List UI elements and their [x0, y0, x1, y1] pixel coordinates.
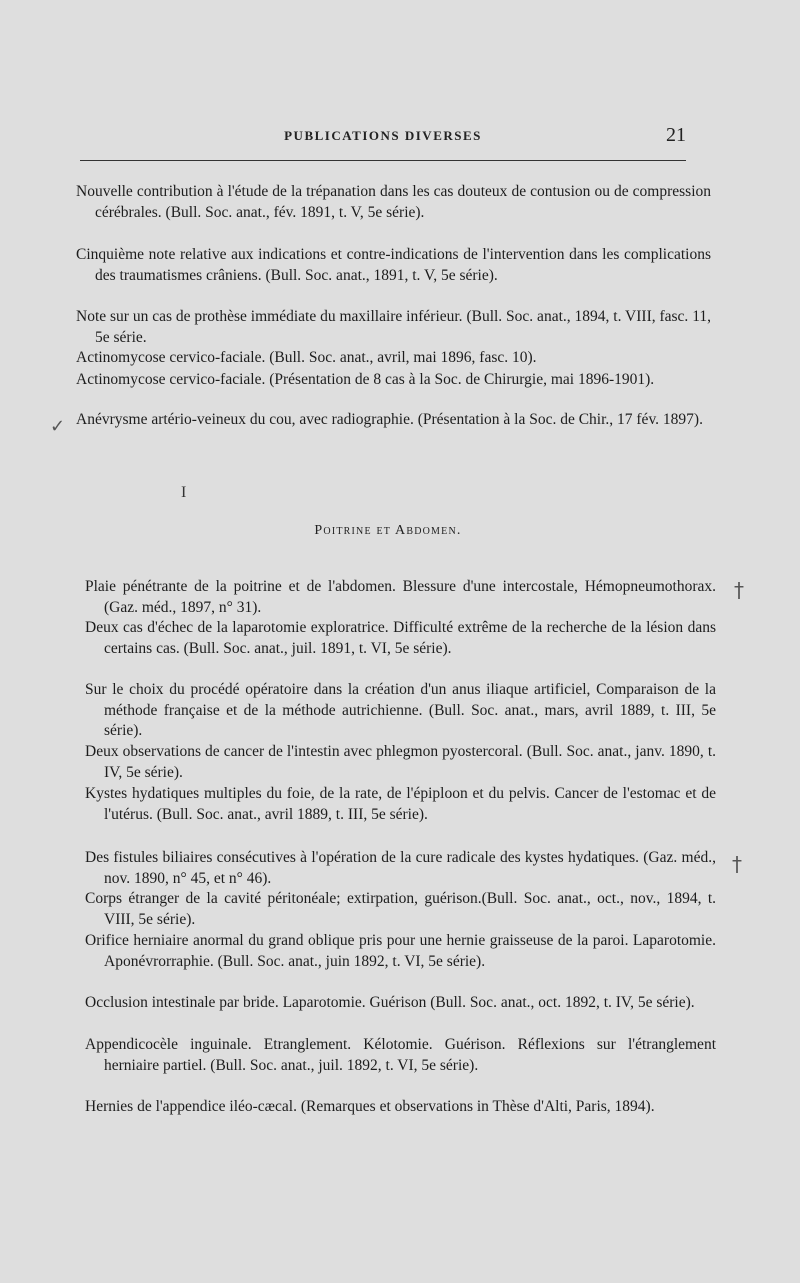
stray-mark: I — [181, 484, 187, 501]
list-item: Anévrysme artério-veineux du cou, avec radiographie. (Présentation à la Soc. de Chir., 17 fév. 1897). — [76, 411, 703, 428]
page-header — [80, 124, 686, 162]
page-number: 21 — [666, 124, 686, 146]
pencil-mark-icon: ✓ — [50, 416, 66, 437]
list-item: Hernies de l'appendice iléo-cæcal. (Remarques et observations in Thèse d'Alti, Paris, 1894). — [85, 1098, 655, 1115]
list-item: Corps étranger de la cavité péritonéale; extirpation, guérison.(Bull. Soc. anat., oct., nov., 1894, t. VIII, 5e série). — [85, 890, 716, 928]
pencil-cross-icon: † — [734, 578, 744, 602]
list-item: Orifice herniaire anormal du grand oblique pris pour une hernie graisseuse de la paroi. Laparotomie. Aponévrorraphie. (Bull. Soc. anat., juin 1892, t. VI, 5e série). — [85, 932, 716, 970]
list-item: Sur le choix du procédé opératoire dans la création d'un anus iliaque artificiel, Comparaison de la méthode française et de la méthode autrichienne. (Bull. Soc. anat., mars, avril 1889, t. III, 5e série). — [85, 681, 716, 739]
list-item: Actinomycose cervico-faciale. (Bull. Soc. anat., avril, mai 1896, fasc. 10). — [76, 349, 537, 366]
list-item: Des fistules biliaires consécutives à l'opération de la cure radicale des kystes hydatiques. (Gaz. méd., nov. 1890, n° 45, et n° 46). — [85, 849, 716, 887]
list-item: Deux observations de cancer de l'intestin avec phlegmon pyostercoral. (Bull. Soc. anat., janv. 1890, t. IV, 5e série). — [85, 743, 716, 781]
list-item: Occlusion intestinale par bride. Laparotomie. Guérison (Bull. Soc. anat., oct. 1892, t. IV, 5e série). — [85, 994, 695, 1011]
list-item: Plaie pénétrante de la poitrine et de l'abdomen. Blessure d'une intercostale, Hémopneumothorax. (Gaz. méd., 1897, n° 31). — [85, 578, 716, 616]
section-heading: Poitrine et Abdomen. — [314, 523, 462, 538]
pencil-cross-icon: † — [732, 852, 742, 876]
list-item: Appendicocèle inguinale. Etranglement. Kélotomie. Guérison. Réflexions sur l'étranglement herniaire partiel. (Bull. Soc. anat., juil. 1892, t. VI, 5e série). — [85, 1036, 716, 1074]
list-item: Cinquième note relative aux indications et contre-indications de l'intervention dans les complications des traumatismes crâniens. (Bull. Soc. anat., 1891, t. V, 5e série). — [76, 246, 711, 284]
list-item: Note sur un cas de prothèse immédiate du maxillaire inférieur. (Bull. Soc. anat., 1894, t. VIII, fasc. 11, 5e série. — [76, 308, 711, 346]
list-item: Actinomycose cervico-faciale. (Présentation de 8 cas à la Soc. de Chirurgie, mai 1896-1901). — [76, 371, 655, 388]
list-item: Deux cas d'échec de la laparotomie exploratrice. Difficulté extrême de la recherche de la lésion dans certains cas. (Bull. Soc. anat., juil. 1891, t. VI, 5e série). — [85, 619, 716, 657]
list-item: Kystes hydatiques multiples du foie, de la rate, de l'épiploon et du pelvis. Cancer de l'estomac et de l'utérus. (Bull. Soc. anat., avril 1889, t. III, 5e série). — [85, 785, 716, 823]
list-item: Nouvelle contribution à l'étude de la trépanation dans les cas douteux de contusion ou de compression cérébrales. (Bull. Soc. anat., fév. 1891, t. V, 5e série). — [76, 183, 711, 221]
header-rule — [80, 160, 686, 161]
running-title: PUBLICATIONS DIVERSES — [284, 128, 482, 143]
